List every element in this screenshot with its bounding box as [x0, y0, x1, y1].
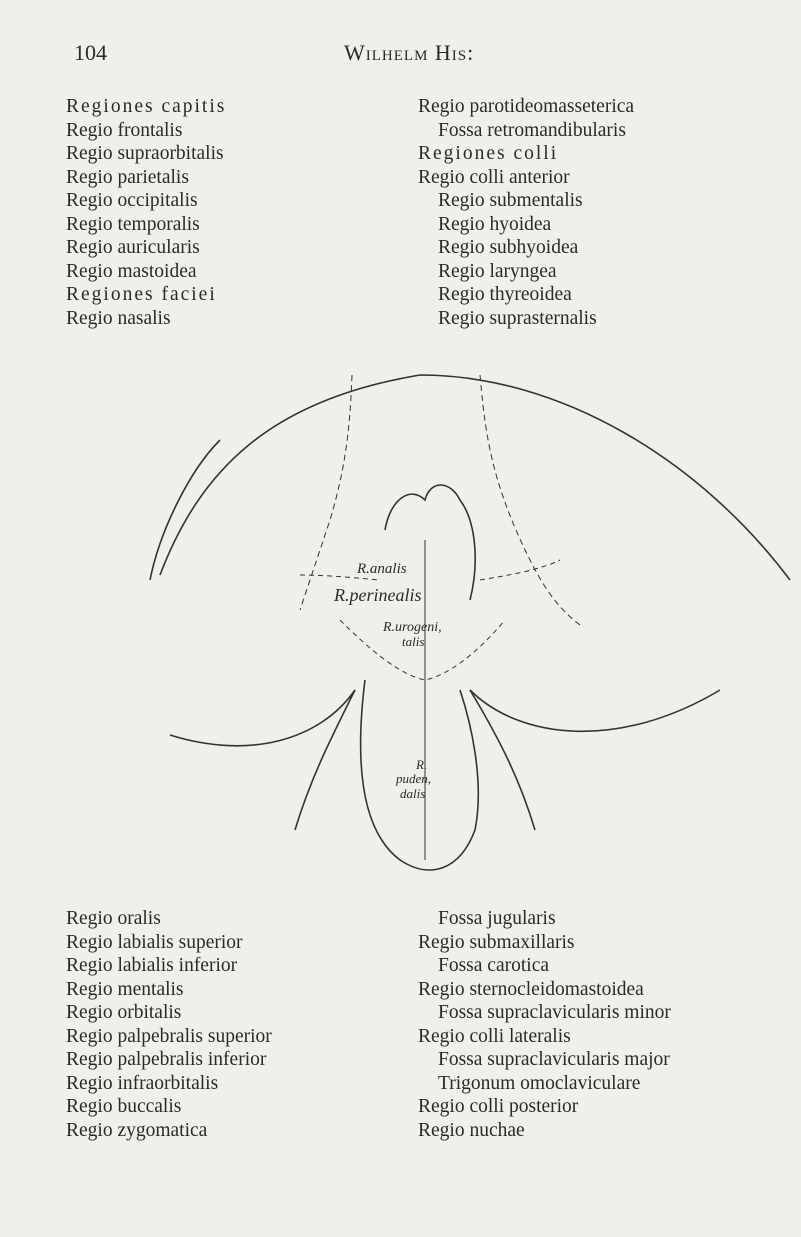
term-line: Fossa carotica	[438, 955, 550, 976]
label-r-urogenitalis-1: R.urogeni,	[383, 620, 442, 635]
term-line: Regiones capitis	[66, 96, 227, 117]
perineal-right	[480, 560, 560, 580]
term-line: Regio mastoidea	[66, 260, 197, 282]
term-line: Regio orbitalis	[66, 1002, 182, 1023]
bottom-left-term-list	[66, 907, 272, 1142]
term-line: Regio frontalis	[66, 119, 183, 141]
left-leg-line	[295, 690, 355, 830]
term-line: Regio nasalis	[66, 307, 171, 329]
term-line: Regio laryngea	[438, 260, 557, 282]
label-r-analis: R.analis	[357, 561, 407, 577]
term-line: Regio colli lateralis	[418, 1025, 571, 1047]
running-head: Wilhelm His:	[344, 40, 475, 65]
term-line: Regio temporalis	[66, 213, 200, 235]
left-thigh-crease	[170, 690, 355, 746]
term-line: Regio labialis superior	[66, 931, 243, 953]
term-line: Regio mentalis	[66, 978, 184, 1000]
label-r-pudendalis-2: puden,	[396, 771, 432, 786]
term-line: Regio zygomatica	[66, 1119, 208, 1141]
term-line: Regio hyoidea	[438, 213, 552, 235]
label-r-pudendalis-3: dalis	[400, 786, 426, 801]
term-line: Regio nuchae	[418, 1119, 525, 1141]
anal-region-outline	[385, 485, 475, 600]
term-line: Regio submaxillaris	[418, 931, 575, 953]
right-dashed-line	[480, 375, 580, 625]
label-r-urogenitalis-2: talis	[402, 634, 425, 649]
term-line: Regiones colli	[418, 143, 559, 164]
label-r-pudendalis-1: R.	[416, 757, 428, 772]
term-line: Regio buccalis	[66, 1096, 182, 1117]
term-line: Regio colli posterior	[418, 1096, 579, 1117]
term-line: Regio sternocleidomastoidea	[418, 978, 644, 1000]
term-line: Regio auricularis	[66, 237, 200, 258]
term-line: Regio palpebralis superior	[66, 1025, 272, 1047]
bottom-right-term-list	[418, 907, 671, 1142]
term-line: Regio colli anterior	[418, 166, 570, 188]
term-line: Regio thyreoidea	[438, 284, 572, 305]
left-dashed-line	[300, 375, 352, 610]
term-line: Regio parotideomasseterica	[418, 96, 635, 117]
term-line: Fossa retromandibularis	[438, 119, 626, 141]
term-line: Fossa supraclavicularis minor	[438, 1002, 671, 1023]
left-outer-contour	[150, 440, 220, 580]
term-line: Regio supraorbitalis	[66, 143, 224, 164]
term-line: Regiones faciei	[66, 284, 217, 305]
term-line: Trigonum omoclaviculare	[438, 1072, 641, 1094]
term-line: Fossa jugularis	[438, 908, 556, 929]
term-line: Regio infraorbitalis	[66, 1072, 219, 1094]
term-line: Regio oralis	[66, 908, 161, 929]
term-line: Regio submentalis	[438, 190, 583, 211]
term-line: Regio palpebralis inferior	[66, 1049, 267, 1070]
right-leg-line	[470, 690, 535, 830]
label-r-perinealis: R.perinealis	[334, 585, 422, 605]
term-line: Fossa supraclavicularis major	[438, 1049, 670, 1070]
term-line: Regio occipitalis	[66, 190, 198, 211]
right-thigh-crease	[470, 690, 720, 731]
term-line: Regio suprasternalis	[438, 307, 597, 329]
term-line: Regio parietalis	[66, 166, 189, 188]
term-line: Regio subhyoidea	[438, 237, 579, 258]
term-line: Regio labialis inferior	[66, 955, 238, 976]
page-number: 104	[74, 40, 107, 65]
